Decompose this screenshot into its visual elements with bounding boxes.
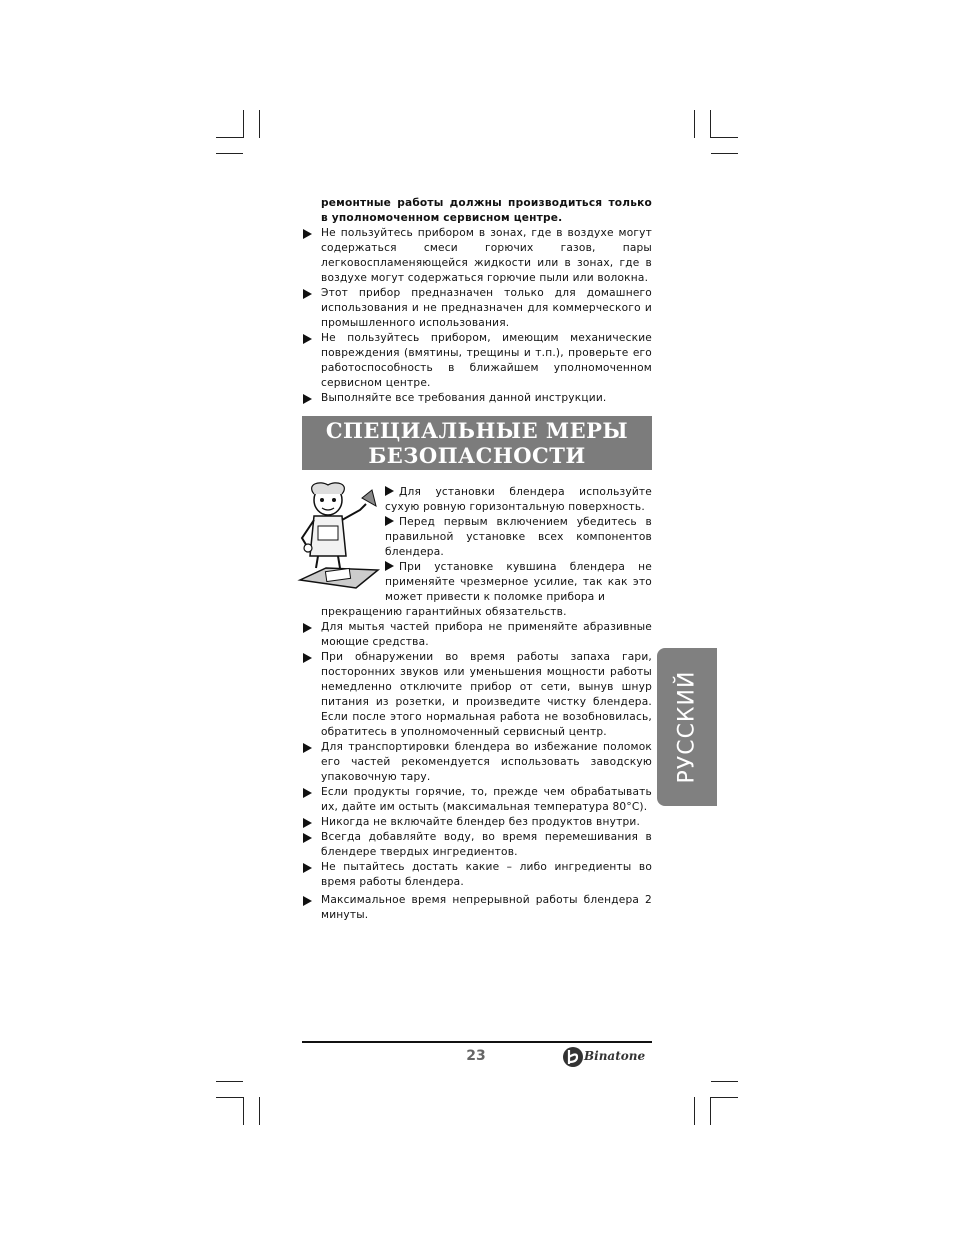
- bullet-arrow-icon: [303, 833, 312, 843]
- list-item: Для установки блендера используйте сухую ровную горизонтальную поверхность.: [385, 486, 652, 513]
- bullet-arrow-icon: [303, 743, 312, 753]
- bullet-arrow-icon: [303, 896, 312, 906]
- bullet-arrow-icon: [385, 486, 394, 496]
- bullet-arrow-icon: [303, 653, 312, 663]
- section-heading-line1: СПЕЦИАЛЬНЫЕ МЕРЫ: [325, 418, 629, 443]
- illustrated-text-block: [302, 485, 652, 620]
- crop-mark: [711, 1081, 738, 1082]
- list-item: При обнаружении во время работы запаха гари, посторонних звуков или уменьшения мощности работы немедленно отключите прибор от сети, вынув шнур питания из розетки, и произведите чистку блендера. Если после этого нормальная работа не возобновилась, обратитесь в уполномоченный сервисный центр.: [302, 650, 652, 740]
- brand-name: Binatone: [584, 1049, 646, 1063]
- bullet-arrow-icon: [303, 623, 312, 633]
- list-item: Всегда добавляйте воду, во время перемешивания в блендере твердых ингредиентов.: [302, 830, 652, 860]
- list-item: Никогда не включайте блендер без продуктов внутри.: [302, 815, 652, 830]
- bullet-arrow-icon: [303, 334, 312, 344]
- language-tab-label: РУССКИЙ: [674, 670, 700, 784]
- bullet-arrow-icon: [303, 788, 312, 798]
- crop-mark: [216, 1097, 243, 1098]
- section-heading-banner: [302, 416, 652, 470]
- bullet-arrow-icon: [385, 516, 394, 526]
- list-item: Не пытайтесь достать какие – либо ингредиенты во время работы блендера.: [302, 860, 652, 890]
- bullet-arrow-icon: [303, 289, 312, 299]
- list-item: Для транспортировки блендера во избежание поломок его частей рекомендуется использовать заводскую упаковочную тару.: [302, 740, 652, 785]
- section-heading-line2: БЕЗОПАСНОСТИ: [368, 443, 586, 468]
- crop-mark: [259, 1097, 260, 1125]
- crop-mark: [694, 1097, 695, 1125]
- bottom-text-block: [302, 620, 652, 890]
- brand-logo: [562, 1044, 654, 1070]
- bullet-arrow-icon: [303, 818, 312, 828]
- list-item-continuation: прекращению гарантийных обязательств.: [321, 606, 567, 618]
- footer-rule: [302, 1041, 652, 1043]
- list-item: Если продукты горячие, то, прежде чем обрабатывать их, дайте им остыть (максимальная температура 80°С).: [302, 785, 652, 815]
- crop-mark: [243, 1097, 244, 1125]
- list-item: Не пользуйтесь прибором в зонах, где в воздухе могут содержаться смеси горючих газов, пары легковоспламеняющейся жидкости или в зонах, где в воздухе могут содержаться горючие пыли или волокна.: [302, 226, 652, 286]
- final-item-block: [302, 893, 652, 923]
- crop-mark: [216, 153, 243, 154]
- brand-mark-icon: [562, 1046, 584, 1068]
- crop-mark: [243, 110, 244, 138]
- list-item: Не пользуйтесь прибором, имеющим механические повреждения (вмятины, трещины и т.п.), проверьте его работоспособность в ближайшем уполномоченном сервисном центре.: [302, 331, 652, 391]
- list-item: Максимальное время непрерывной работы блендера 2 минуты.: [302, 893, 652, 923]
- language-side-tab: [657, 648, 717, 806]
- crop-mark: [259, 110, 260, 138]
- intro-bold-text: ремонтные работы должны производиться только в уполномоченном сервисном центре.: [321, 197, 652, 224]
- crop-mark: [216, 137, 243, 138]
- crop-mark: [216, 1081, 243, 1082]
- top-text-block: [302, 196, 652, 406]
- crop-mark: [711, 153, 738, 154]
- crop-mark: [711, 1097, 738, 1098]
- list-item: Выполняйте все требования данной инструкции.: [302, 391, 652, 406]
- bullet-arrow-icon: [303, 229, 312, 239]
- list-item: Для мытья частей прибора не применяйте абразивные моющие средства.: [302, 620, 652, 650]
- crop-mark: [710, 110, 711, 138]
- crop-mark: [710, 1097, 711, 1125]
- bullet-arrow-icon: [303, 863, 312, 873]
- bullet-arrow-icon: [303, 394, 312, 404]
- list-item: Этот прибор предназначен только для домашнего использования и не предназначен для коммерческого и промышленного использования.: [302, 286, 652, 331]
- list-item: При установке кувшина блендера не применяйте чрезмерное усилие, так как это может привести к поломке прибора и: [385, 561, 652, 603]
- crop-mark: [711, 137, 738, 138]
- crop-mark: [694, 110, 695, 138]
- list-item: Перед первым включением убедитесь в правильной установке всех компонентов блендера.: [385, 516, 652, 558]
- bullet-arrow-icon: [385, 561, 394, 571]
- page-number: 23: [466, 1048, 486, 1064]
